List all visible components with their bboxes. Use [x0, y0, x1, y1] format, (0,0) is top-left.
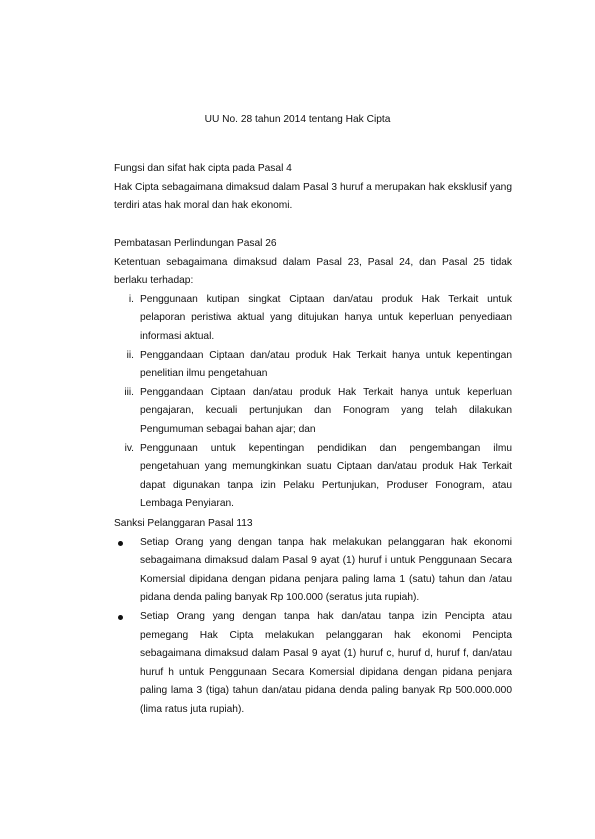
list-item: [114, 608, 512, 720]
bullet-icon: [118, 541, 123, 546]
list-item: [114, 291, 512, 347]
list-item-text: Penggandaan Ciptaan dan/atau produk Hak Terkait hanya untuk kepentingan penelitian ilmu pengetahuan: [140, 349, 512, 380]
section-body: Hak Cipta sebagaimana dimaksud dalam Pasal 3 huruf a merupakan hak eksklusif yang terdiri atas hak moral dan hak ekonomi.: [114, 181, 512, 212]
document-title: UU No. 28 tahun 2014 tentang Hak Cipta: [204, 114, 391, 125]
list-item: [114, 440, 512, 514]
list-item: [114, 534, 512, 608]
list-marker: ii.: [126, 349, 134, 361]
section-intro: Ketentuan sebagaimana dimaksud dalam Pasal 23, Pasal 24, dan Pasal 25 tidak berlaku terhadap:: [114, 256, 512, 287]
section-fungsi: [114, 160, 512, 216]
list-item: [114, 384, 512, 440]
list-item-text: Penggunaan untuk kepentingan pendidikan dan pengembangan ilmu pengetahuan yang memungkinkan suatu Ciptaan dan/atau produk Hak Terkait dapat digunakan tanpa izin Pelaku Pertunjukan, Produser Fonogram, atau Lembaga Penyiaran.: [140, 442, 512, 510]
section-heading: Pembatasan Perlindungan Pasal 26: [114, 238, 277, 249]
bullet-icon: [118, 615, 123, 620]
list-item-text: Penggunaan kutipan singkat Ciptaan dan/atau produk Hak Terkait untuk pelaporan peristiwa aktual yang ditujukan hanya untuk keperluan penyediaan informasi aktual.: [140, 293, 512, 342]
list-marker: iv.: [124, 442, 134, 454]
list-item-text: Penggandaan Ciptaan dan/atau produk Hak Terkait hanya untuk keperluan pengajaran, kecuali pertunjukan dan Fonogram yang telah dilakukan Pengumuman sebagai bahan ajar; dan: [140, 386, 512, 435]
list-marker: i.: [128, 293, 134, 305]
list-item: [114, 347, 512, 384]
list-item-text: Setiap Orang yang dengan tanpa hak melakukan pelanggaran hak ekonomi sebagaimana dimaksud dalam Pasal 9 ayat (1) huruf i untuk Penggunaan Secara Komersial dipidana dengan pidana penjara paling lama 1 (satu) tahun dan /atau pidana denda paling banyak Rp 100.000 (seratus juta rupiah).: [140, 536, 512, 604]
section-heading: Fungsi dan sifat hak cipta pada Pasal 4: [114, 163, 292, 174]
list-marker: iii.: [124, 386, 134, 398]
list-item-text: Setiap Orang yang dengan tanpa hak dan/atau tanpa izin Pencipta atau pemegang Hak Cipta melakukan pelanggaran hak ekonomi Pencipta sebagaimana dimaksud dalam Pasal 9 ayat (1) huruf c, huruf d, huruf f, dan/atau huruf h untuk Penggunaan Secara Komersial dipidana dengan pidana penjara paling lama 3 (tiga) tahun dan/atau pidana denda paling banyak Rp 500.000.000 (lima ratus juta rupiah).: [140, 610, 512, 715]
roman-list: [114, 291, 512, 514]
section-heading: Sanksi Pelanggaran Pasal 113: [114, 518, 253, 529]
bullet-list: [114, 534, 512, 720]
section-sanksi: [114, 515, 512, 720]
section-pembatasan: [114, 235, 512, 514]
